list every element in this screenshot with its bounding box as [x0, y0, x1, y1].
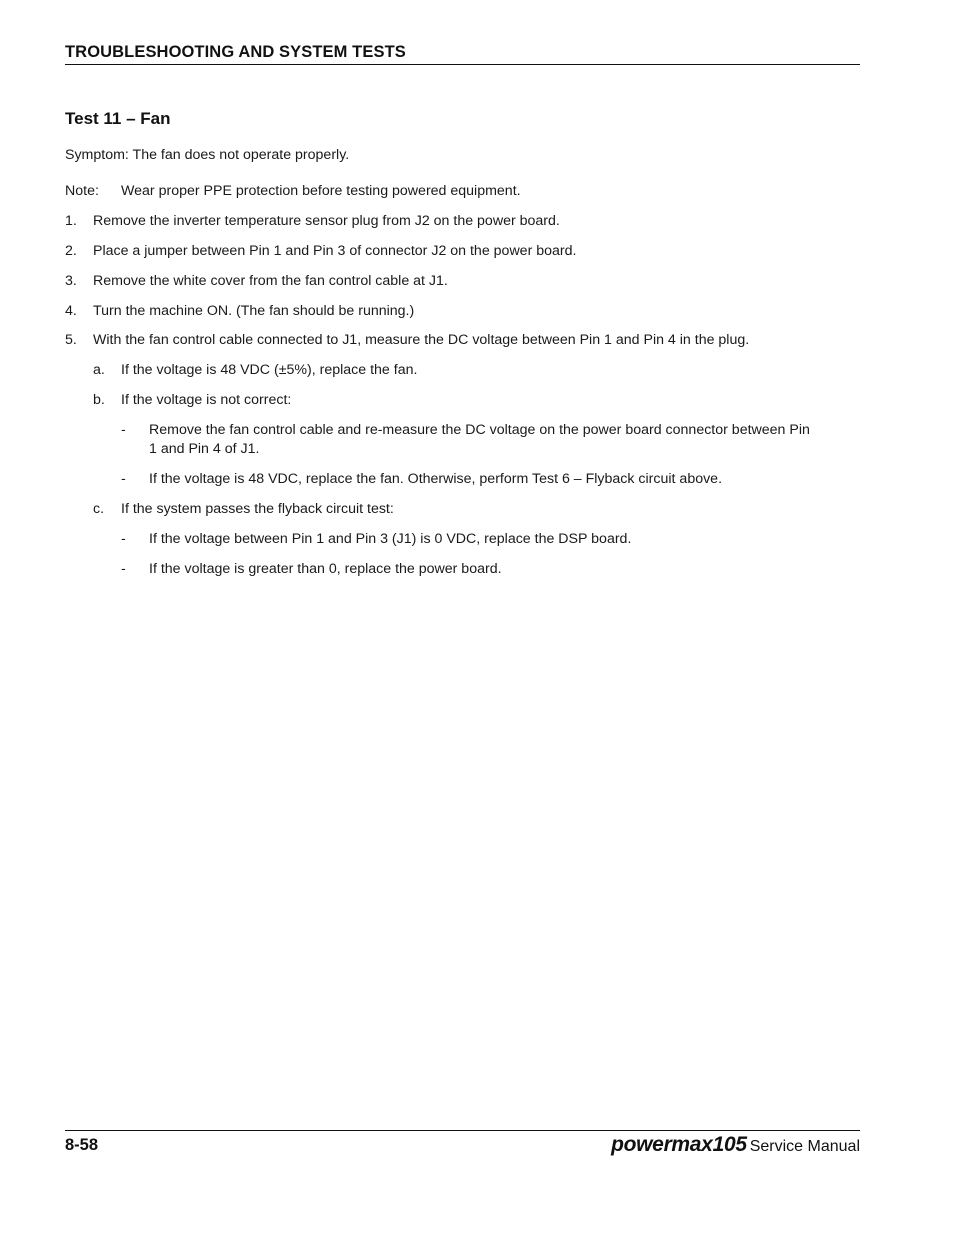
step-number: 4. — [65, 303, 77, 319]
bullet-text: If the voltage is 48 VDC, replace the fan. Otherwise, perform Test 6 – Flyback circuit above. — [149, 471, 723, 487]
step-text: With the fan control cable connected to J1, measure the DC voltage between Pin 1 and Pin 4 in the plug. — [93, 332, 750, 348]
bullet-dash: - — [121, 531, 126, 547]
manual-label: Service Manual — [749, 1138, 860, 1155]
step-text: Place a jumper between Pin 1 and Pin 3 of connector J2 on the power board. — [93, 243, 577, 259]
bullet-dash: - — [121, 422, 126, 438]
substep-label: c. — [93, 501, 105, 517]
footer-rule — [65, 1130, 860, 1131]
bullet-text-line: 1 and Pin 4 of J1. — [149, 441, 260, 457]
header-rule — [65, 64, 860, 65]
substep-text: If the voltage is 48 VDC (±5%), replace the fan. — [121, 362, 418, 378]
bullet-text: If the voltage between Pin 1 and Pin 3 (J1) is 0 VDC, replace the DSP board. — [149, 531, 632, 547]
step-number: 3. — [65, 273, 77, 289]
step-number: 2. — [65, 243, 77, 259]
substep-label: a. — [93, 362, 105, 378]
test-title: Test 11 – Fan — [65, 109, 171, 128]
footer-manual-title — [611, 1133, 860, 1157]
note-text: Wear proper PPE protection before testing powered equipment. — [121, 183, 521, 199]
substep-text: If the system passes the flyback circuit test: — [121, 501, 394, 517]
step-number: 1. — [65, 213, 77, 229]
note-label: Note: — [65, 183, 99, 199]
bullet-dash: - — [121, 561, 126, 577]
step-text: Remove the white cover from the fan control cable at J1. — [93, 273, 448, 289]
symptom-text: Symptom: The fan does not operate properly. — [65, 147, 350, 163]
bullet-dash: - — [121, 471, 126, 487]
bullet-text-line: Remove the fan control cable and re-measure the DC voltage on the power board connector between Pin — [149, 422, 810, 438]
bullet-text: If the voltage is greater than 0, replace the power board. — [149, 561, 502, 577]
step-text: Turn the machine ON. (The fan should be running.) — [93, 303, 415, 319]
step-text: Remove the inverter temperature sensor plug from J2 on the power board. — [93, 213, 560, 229]
brand-logo: powermax105 — [611, 1133, 747, 1156]
section-header-title: TROUBLESHOOTING AND SYSTEM TESTS — [65, 43, 406, 61]
substep-text: If the voltage is not correct: — [121, 392, 292, 408]
substep-label: b. — [93, 392, 105, 408]
page-number: 8-58 — [65, 1136, 99, 1154]
step-number: 5. — [65, 332, 77, 348]
